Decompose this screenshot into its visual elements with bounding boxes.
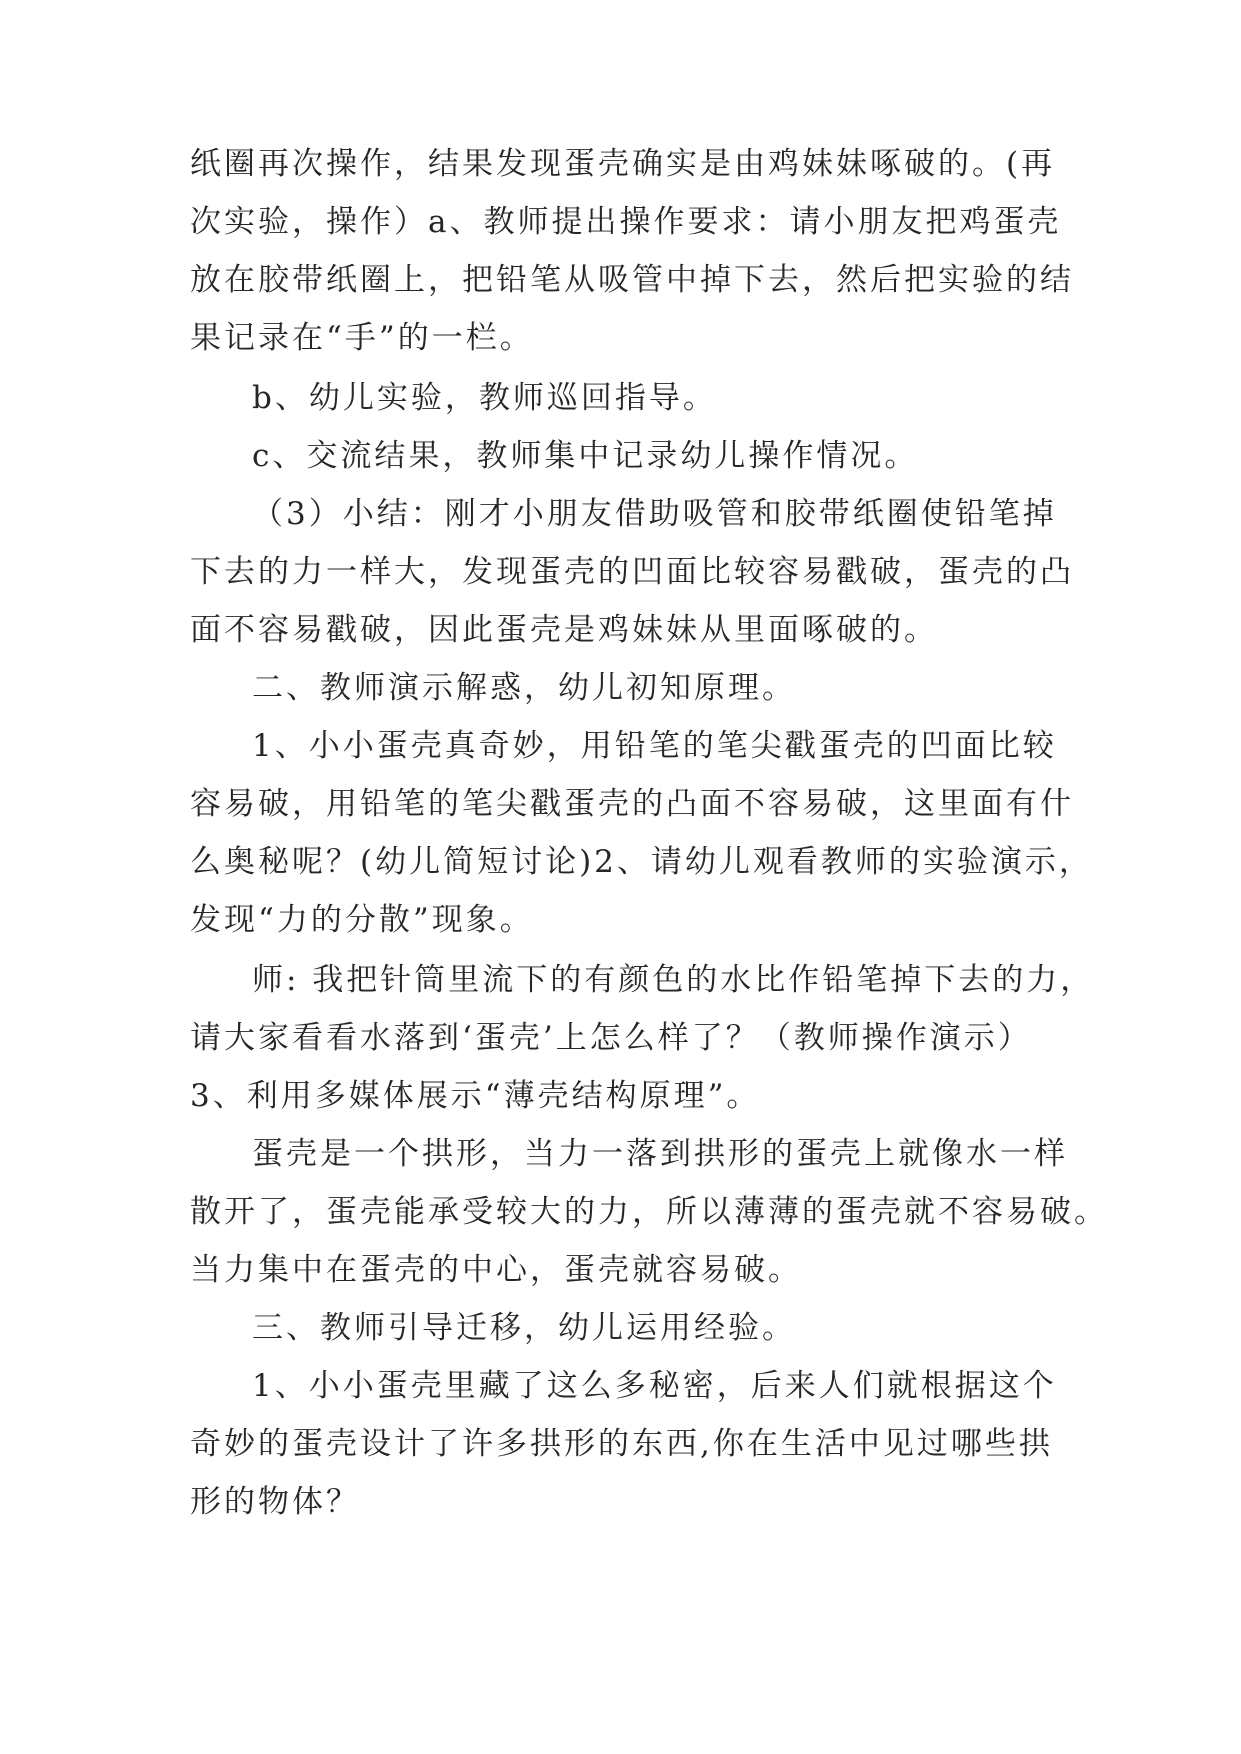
text-line: 散开了，蛋壳能承受较大的力，所以薄薄的蛋壳就不容易破。 bbox=[190, 1194, 1108, 1230]
text-line: 三、教师引导迁移，幼儿运用经验。 bbox=[252, 1310, 796, 1346]
text-line: 1、小小蛋壳真奇妙，用铅笔的笔尖戳蛋壳的凹面比较 bbox=[252, 728, 1057, 764]
text-line: 果记录在“手”的一栏。 bbox=[190, 320, 534, 356]
text-line: 面不容易戳破，因此蛋壳是鸡妹妹从里面啄破的。 bbox=[190, 612, 938, 648]
text-line: 放在胶带纸圈上，把铅笔从吸管中掉下去，然后把实验的结 bbox=[190, 262, 1074, 298]
text-line: 么奥秘呢？(幼儿简短讨论)2、请幼儿观看教师的实验演示， bbox=[190, 844, 1093, 880]
text-line: （3）小结：刚才小朋友借助吸管和胶带纸圈使铅笔掉 bbox=[252, 496, 1057, 532]
text-line: 1、小小蛋壳里藏了这么多秘密，后来人们就根据这个 bbox=[252, 1368, 1057, 1404]
text-line: b、幼儿实验，教师巡回指导。 bbox=[252, 380, 717, 416]
text-line: 容易破，用铅笔的笔尖戳蛋壳的凸面不容易破，这里面有什 bbox=[190, 786, 1074, 822]
text-line: 次实验，操作）a、教师提出操作要求：请小朋友把鸡蛋壳 bbox=[190, 204, 1062, 240]
text-line: 蛋壳是一个拱形，当力一落到拱形的蛋壳上就像水一样 bbox=[252, 1136, 1068, 1172]
text-line: 当力集中在蛋壳的中心，蛋壳就容易破。 bbox=[190, 1252, 802, 1288]
text-line: c、交流结果，教师集中记录幼儿操作情况。 bbox=[252, 438, 919, 474]
text-line: 下去的力一样大，发现蛋壳的凹面比较容易戳破，蛋壳的凸 bbox=[190, 554, 1074, 590]
text-line: 3、利用多媒体展示“薄壳结构原理”。 bbox=[190, 1078, 761, 1114]
text-line: 二、教师演示解惑，幼儿初知原理。 bbox=[252, 670, 796, 706]
text-line: 奇妙的蛋壳设计了许多拱形的东西,你在生活中见过哪些拱 bbox=[190, 1426, 1053, 1462]
text-line: 发现“力的分散”现象。 bbox=[190, 902, 534, 938]
text-line: 纸圈再次操作，结果发现蛋壳确实是由鸡妹妹啄破的。(再 bbox=[190, 146, 1056, 182]
text-line: 师: 我把针筒里流下的有颜色的水比作铅笔掉下去的力， bbox=[252, 962, 1095, 998]
text-line: 请大家看看水落到‘蛋壳’上怎么样了？（教师操作演示） bbox=[190, 1020, 1032, 1056]
text-line: 形的物体？ bbox=[190, 1484, 360, 1520]
